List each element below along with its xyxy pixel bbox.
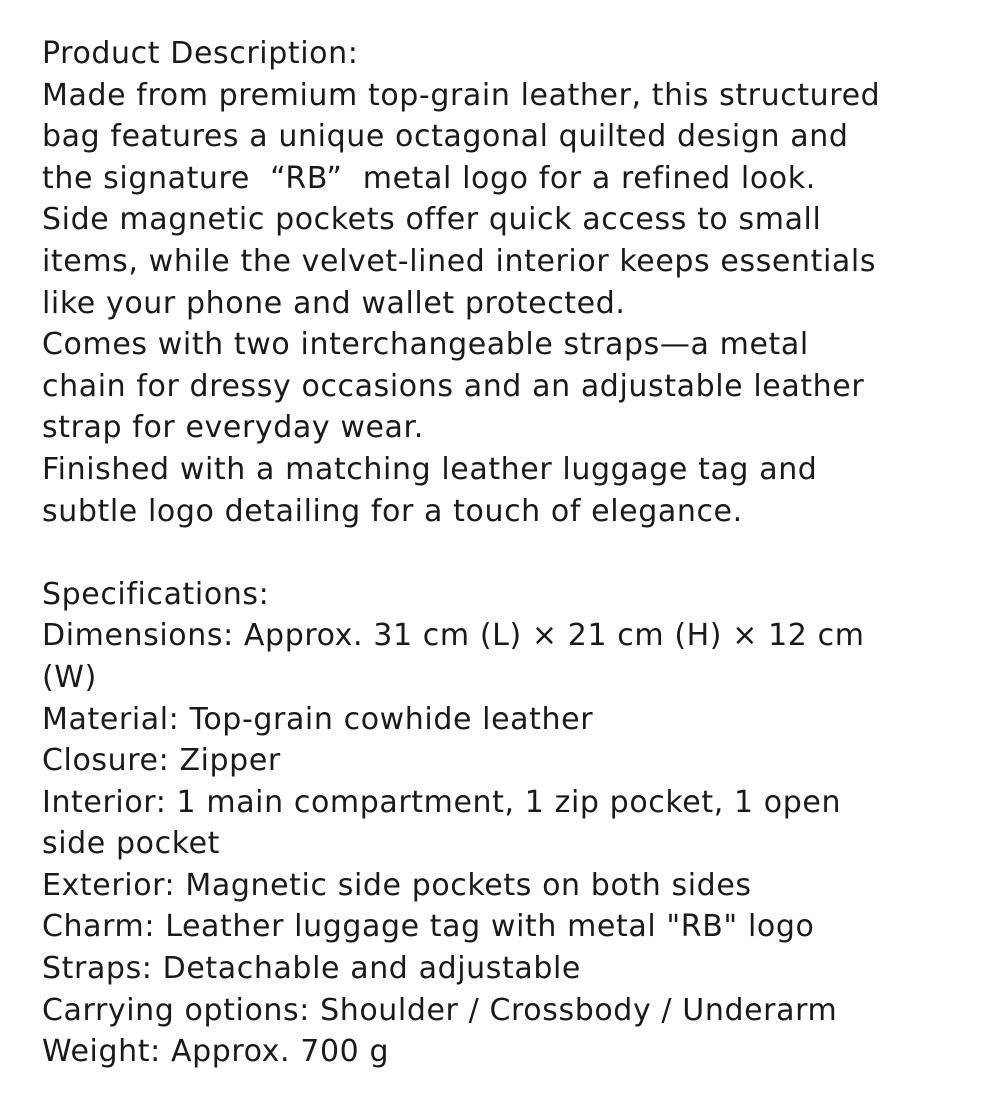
description-line: strap for everyday wear. <box>42 410 424 446</box>
spec-line: Straps: Detachable and adjustable <box>42 951 581 987</box>
spec-line: Exterior: Magnetic side pockets on both sides <box>42 867 752 903</box>
section-spacer <box>42 532 957 574</box>
description-line: Comes with two interchangeable straps—a metal <box>42 327 809 363</box>
description-line: Made from premium top-grain leather, this structured <box>42 77 881 113</box>
spec-line: side pocket <box>42 826 221 862</box>
specifications-heading: Specifications: <box>42 576 270 612</box>
description-line: Finished with a matching leather luggage tag and <box>42 451 818 487</box>
spec-line: Closure: Zipper <box>42 743 281 779</box>
description-line: like your phone and wallet protected. <box>42 285 626 321</box>
spec-line: Carrying options: Shoulder / Crossbody / Underarm <box>42 992 838 1028</box>
spec-line: (W) <box>42 659 97 695</box>
description-line: bag features a unique octagonal quilted design and <box>42 119 849 155</box>
description-line: subtle logo detailing for a touch of elegance. <box>42 493 743 529</box>
spec-line: Interior: 1 main compartment, 1 zip pocket, 1 open <box>42 784 842 820</box>
spec-line: Dimensions: Approx. 31 cm (L) × 21 cm (H) × 12 cm <box>42 618 865 654</box>
product-description-section <box>42 33 957 532</box>
description-line: chain for dressy occasions and an adjustable leather <box>42 368 865 404</box>
description-line: Side magnetic pockets offer quick access to small <box>42 202 822 238</box>
spec-line: Charm: Leather luggage tag with metal "RB" logo <box>42 909 815 945</box>
specifications-section <box>42 574 957 1073</box>
description-line: items, while the velvet-lined interior keeps essentials <box>42 243 877 279</box>
description-heading: Product Description: <box>42 36 359 71</box>
product-document <box>42 33 957 1073</box>
spec-line: Material: Top-grain cowhide leather <box>42 701 594 737</box>
spec-line: Weight: Approx. 700 g <box>42 1034 390 1070</box>
description-line: the signature “RB” metal logo for a refined look. <box>42 160 816 196</box>
